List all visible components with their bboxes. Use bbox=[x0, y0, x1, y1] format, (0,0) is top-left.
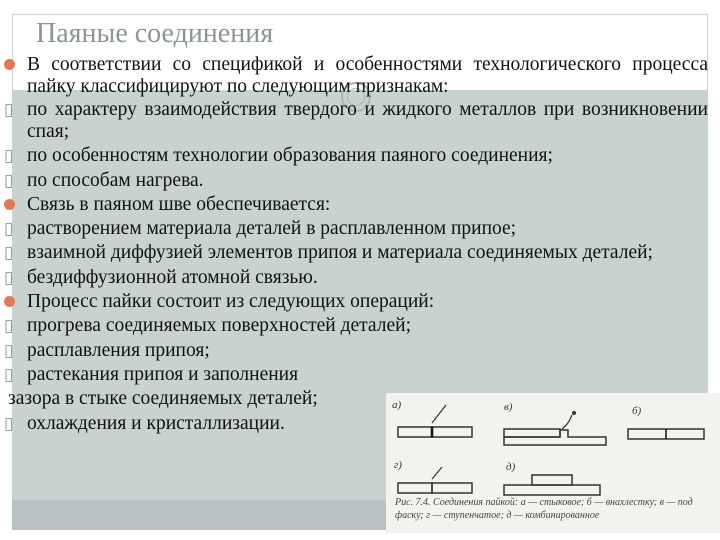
list-item-text: расплавления припоя; bbox=[27, 339, 210, 361]
list-item-text: по особенностям технологии образования паяного соединения; bbox=[27, 145, 553, 167]
round-bullet-icon bbox=[4, 59, 15, 70]
figure-label-b: б) bbox=[632, 405, 642, 417]
figure-label-g: г) bbox=[394, 459, 402, 471]
combined-joint-drawing bbox=[504, 475, 600, 495]
figure-caption bbox=[395, 496, 715, 522]
stepped-joint-drawing bbox=[398, 467, 472, 493]
figure-label-v: в) bbox=[504, 401, 513, 413]
list-item-sub bbox=[0, 99, 716, 143]
list-item-text: бездиффузионной атомной связью. bbox=[27, 266, 318, 288]
list-item-text: охлаждения и кристаллизации. bbox=[27, 412, 285, 434]
square-bullet-icon: ▯ bbox=[4, 219, 14, 239]
list-item-sub bbox=[0, 218, 716, 240]
square-bullet-icon: ▯ bbox=[4, 100, 14, 119]
square-bullet-icon: ▯ bbox=[4, 146, 14, 166]
list-item-sub bbox=[0, 364, 716, 386]
bevel-joint-drawing bbox=[504, 411, 606, 445]
list-item-text: В соответствии со спецификой и особенностями технологического процесса пайку классифицируют по следующим признакам: bbox=[27, 54, 708, 97]
square-bullet-icon: ▯ bbox=[4, 170, 14, 190]
figure-label-a: а) bbox=[392, 399, 402, 411]
figure-caption-line-1: Рис. 7.4. Соединения пайкой: а — стыковое; б — внахлестку; в — под bbox=[395, 497, 693, 508]
list-item-main bbox=[0, 291, 716, 313]
list-item-sub bbox=[0, 242, 716, 264]
list-item-sub bbox=[0, 315, 716, 337]
lap-joint-drawing bbox=[628, 429, 704, 439]
square-bullet-icon: ▯ bbox=[4, 316, 14, 336]
list-item-main bbox=[0, 194, 716, 216]
list-item-text: по способам нагрева. bbox=[27, 169, 204, 191]
list-item-text: зазора в стыке соединяемых деталей; bbox=[8, 388, 318, 410]
figure-caption-line-2: фаску; г — ступенчатое; д — комбинированное bbox=[395, 510, 600, 521]
butt-joint-drawing bbox=[398, 405, 472, 437]
frame-top-line bbox=[12, 14, 708, 15]
list-item-text: по характеру взаимодействия твердого и жидкого металлов при возникновении спая; bbox=[27, 99, 708, 142]
list-item-text: Процесс пайки состоит из следующих операций: bbox=[27, 291, 435, 313]
square-bullet-icon: ▯ bbox=[4, 340, 14, 360]
figure-label-d: д) bbox=[506, 461, 516, 473]
list-item-text: растворением материала деталей в расплавленном припое; bbox=[27, 218, 517, 240]
square-bullet-icon: ▯ bbox=[4, 243, 14, 263]
bullet-list bbox=[0, 54, 716, 437]
list-item-text: взаимной диффузией элементов припоя и материала соединяемых деталей; bbox=[27, 242, 653, 264]
square-bullet-icon: ▯ bbox=[4, 267, 14, 287]
list-item-text: Связь в паяном шве обеспечивается: bbox=[27, 193, 331, 215]
square-bullet-icon: ▯ bbox=[4, 413, 14, 433]
round-bullet-icon bbox=[4, 199, 15, 210]
list-item-text: растекания припоя и заполнения bbox=[27, 363, 299, 385]
list-item-sub bbox=[0, 340, 716, 362]
round-bullet-icon bbox=[4, 296, 15, 307]
list-item-sub bbox=[0, 170, 716, 192]
list-item-text: прогрева соединяемых поверхностей деталей; bbox=[27, 315, 411, 337]
list-item-main bbox=[0, 54, 716, 98]
list-item-sub bbox=[0, 145, 716, 167]
list-item-sub bbox=[0, 267, 716, 289]
square-bullet-icon: ▯ bbox=[4, 364, 14, 384]
slide-title: Паяные соединения bbox=[36, 18, 274, 49]
